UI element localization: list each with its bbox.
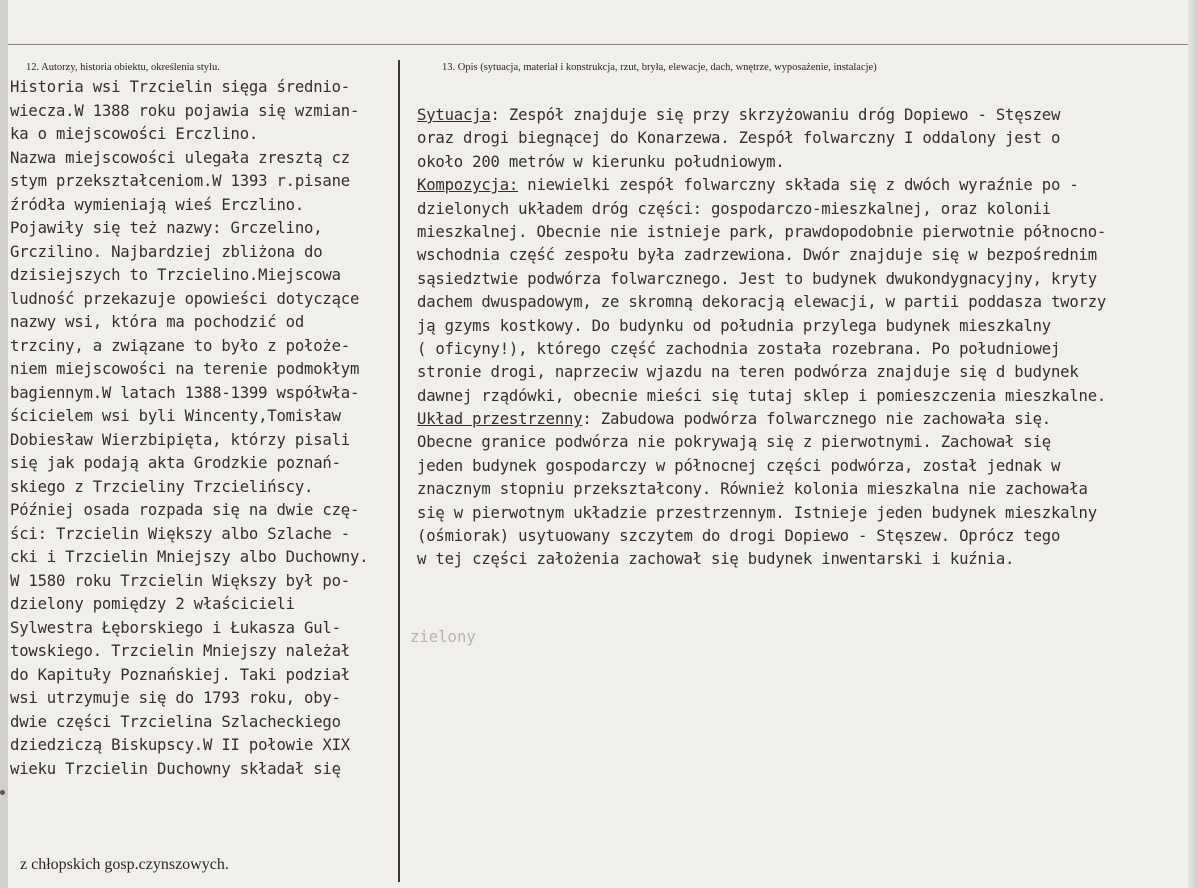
text-line: [417, 408, 1187, 431]
text-line: [417, 315, 1187, 338]
text-line: dziedziczą Biskupscy.W II połowie XIX: [10, 736, 350, 754]
line-text: znacznym stopniu przekształcony. Również kolonia mieszkalna nie zachowała: [417, 480, 1088, 499]
margin-mark: [0, 790, 5, 795]
text-line: [417, 198, 1187, 221]
scan-right-edge: [1188, 0, 1198, 888]
line-text: ją gzyms kostkowy. Do budynku od południa przylega budynek mieszkalny: [417, 316, 1051, 335]
section-12-heading: 12. Autorzy, historia obiektu, określenia stylu.: [26, 62, 220, 73]
text-line: wieku Trzcielin Duchowny składał się: [10, 759, 341, 778]
line-text: wschodnia część zespołu była zadrzewiona. Dwór znajduje się w bezpośrednim: [417, 246, 1097, 265]
text-line: ludność przekazuje opowieści dotyczące: [10, 289, 360, 308]
text-line: Sylwestra Łęborskiego i Łukasza Gul-: [10, 618, 341, 637]
line-text: sąsiedztwie podwórza folwarcznego. Jest to budynek dwukondygnacyjny, kryty: [417, 269, 1097, 288]
text-line: dzielony pomiędzy 2 właścicieli: [10, 595, 295, 613]
subsection-label: Sytuacja: [417, 106, 491, 124]
subsection-label: Kompozycja:: [417, 176, 519, 195]
text-line: skiego z Trzcieliny Trzcielińscy.: [10, 477, 314, 496]
line-text: mieszkalnej. Obecnie nie istnieje park, prawdopodobnie pierwotnie północno-: [417, 222, 1107, 241]
text-line: źródła wymieniają wieś Erczlino.: [10, 195, 305, 214]
scan-left-edge: [0, 0, 8, 888]
line-text: stronie drogi, naprzeciw wjazdu na teren podwórza znajduje się d budynek: [417, 363, 1079, 382]
text-line: [417, 104, 1187, 127]
text-line: [417, 548, 1187, 571]
line-text: około 200 metrów w kierunku południowym.: [417, 152, 785, 171]
text-line: cki i Trzcielin Mniejszy albo Duchowny.: [10, 548, 369, 566]
line-text: się w pierwotnym układzie przestrzennym. Istnieje jeden budynek mieszkalny: [417, 503, 1097, 522]
line-text: Obecne granice podwórza nie pokrywają się z pierwotnymi. Zachował się: [417, 433, 1051, 452]
text-line: Dobiesław Wierzbipięta, którzy pisali: [10, 430, 350, 449]
text-line: Nazwa miejscowości ulegała zresztą cz: [10, 148, 350, 167]
text-line: wiecza.W 1388 roku pojawia się wzmian-: [10, 101, 360, 120]
top-rule: [8, 44, 1198, 45]
text-line: do Kapituły Poznańskiej. Taki podział: [10, 665, 350, 684]
line-text: oraz drogi biegnącej do Konarzewa. Zespół folwarczny I oddalony jest o: [417, 129, 1061, 148]
text-line: ści: Trzcielin Większy albo Szlache -: [10, 524, 350, 543]
text-line: [417, 174, 1187, 197]
text-line: [417, 338, 1187, 361]
text-line: trzciny, a związane to było z położe-: [10, 336, 350, 355]
text-line: bagiennym.W latach 1388-1399 współwła-: [10, 383, 360, 402]
section-13-heading: 13. Opis (sytuacja, materiał i konstrukcja, rzut, bryła, elewacje, dach, wnętrze, wyposażenie, instalacje): [442, 62, 877, 73]
text-line: wsi utrzymuje się do 1793 roku, oby-: [10, 689, 341, 707]
section-13-text: [417, 104, 1187, 572]
text-line: W 1580 roku Trzcielin Większy był po-: [10, 571, 350, 590]
line-text: ( oficyny!), którego część zachodnia została rozebrana. Po południowej: [417, 339, 1061, 358]
text-line: dzisiejszych to Trzcielino.Miejscowa: [10, 266, 341, 284]
text-line: Później osada rozpada się na dwie czę-: [10, 501, 360, 519]
text-line: stym przekształceniom.W 1393 r.pisane: [10, 172, 350, 190]
text-line: Historia wsi Trzcielin sięga średnio-: [10, 78, 350, 96]
text-line: ścicielem wsi byli Wincenty,Tomisław: [10, 407, 341, 425]
line-text: w tej części założenia zachował się budynek inwentarski i kuźnia.: [417, 550, 1015, 569]
text-line: Pojawiły się też nazwy: Grczelino,: [10, 219, 323, 237]
text-line: [417, 268, 1187, 291]
text-line: [417, 525, 1187, 548]
subsection-label: Układ przestrzenny: [417, 410, 583, 429]
text-line: [417, 151, 1187, 174]
line-text: dachem dwuspadowym, ze skromną dekoracją elewacji, w partii poddasza tworzy: [417, 293, 1107, 312]
text-line: [417, 455, 1187, 478]
line-text: : Zabudowa podwórza folwarcznego nie zachowała się.: [582, 410, 1051, 429]
text-line: niem miejscowości na terenie podmokłym: [10, 360, 360, 378]
text-line: [417, 478, 1187, 501]
text-line: [417, 221, 1187, 244]
text-line: Grczilino. Najbardziej zbliżona do: [10, 242, 323, 261]
text-line: dwie części Trzcielina Szlacheckiego: [10, 712, 341, 731]
text-line: [417, 244, 1187, 267]
line-text: jeden budynek gospodarczy w północnej części podwórza, został jednak w: [417, 456, 1061, 475]
text-line: się jak podają akta Grodzkie poznań-: [10, 454, 341, 472]
section-12-last-line: z chłopskich gosp.czynszowych.: [20, 856, 229, 873]
faint-overprint-text: zielony: [410, 628, 476, 646]
line-text: : Zespół znajduje się przy skrzyżowaniu dróg Dopiewo - Stęszew: [490, 106, 1061, 124]
text-line: ka o miejscowości Erczlino.: [10, 125, 259, 143]
text-line: [417, 431, 1187, 454]
line-text: (ośmiorak) usytuowany szczytem do drogi Dopiewo - Stęszew. Oprócz tego: [417, 527, 1061, 546]
line-text: dawnej rządówki, obecnie mieści się tutaj sklep i pomieszczenia mieszkalne.: [417, 386, 1107, 405]
section-12-text: [10, 76, 405, 781]
text-line: nazwy wsi, która ma pochodzić od: [10, 313, 305, 331]
text-line: [417, 127, 1187, 150]
text-line: towskiego. Trzcielin Mniejszy należał: [10, 642, 350, 660]
text-line: [417, 361, 1187, 384]
text-line: [417, 502, 1187, 525]
text-line: [417, 385, 1187, 408]
text-line: [417, 291, 1187, 314]
line-text: dzielonych układem dróg części: gospodarczo-mieszkalnej, oraz kolonii: [417, 199, 1051, 218]
line-text: niewielki zespół folwarczny składa się z dwóch wyraźnie po -: [518, 176, 1079, 195]
